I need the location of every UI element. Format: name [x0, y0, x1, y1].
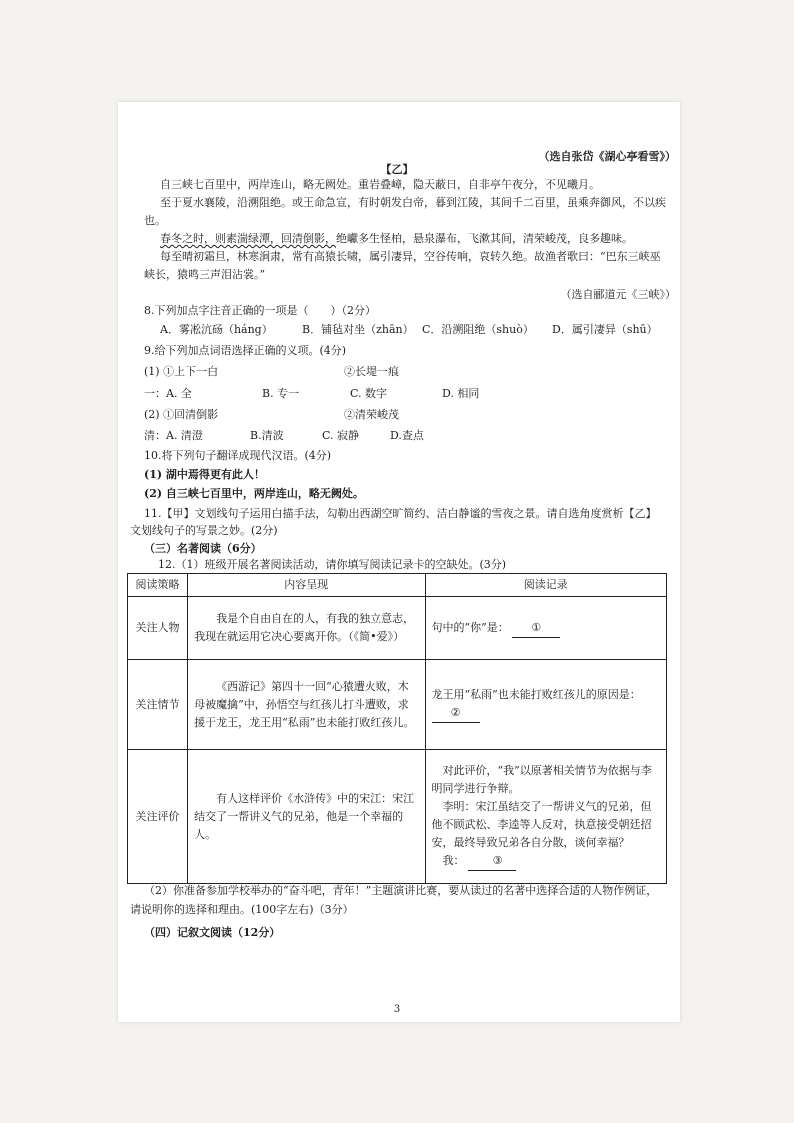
q9-1-item-a: (1) ①上下一白 — [144, 365, 219, 378]
passage-line-4-rest: 绝巘多生怪柏，悬泉瀑布，飞漱其间，清荣峻茂，良多趣味。 — [336, 232, 633, 245]
record-text: 对此评价，“我”以原著相关情节为依据与李明同学进行争辩。 — [431, 764, 652, 795]
q8-option-a: A．雾凇沆砀（háng） — [160, 323, 273, 336]
passage-line-1: 自三峡七百里中，两岸连山，略无阙处。重岩叠嶂，隐天蔽日，自非亭午夜分，不见曦月。 — [160, 178, 600, 191]
q10-sentence-1: (1) 湖中焉得更有此人！ — [144, 468, 265, 481]
section-4-heading: （四）记叙文阅读（12分） — [144, 926, 281, 939]
passage-yi-title: 【乙】 — [380, 163, 414, 176]
content-cell: 我是个自由自在的人，有我的独立意志，我现在就运用它决心要离开你。（《简•爱》） — [188, 597, 425, 660]
strategy-cell: 关注情节 — [128, 660, 188, 750]
header-strategy: 阅读策略 — [128, 574, 188, 597]
underlined-sentence: 春冬之时，则素湍绿潭，回清倒影， — [160, 232, 336, 245]
source-citation-1: （选自张岱《湖心亭看雪》） — [538, 150, 676, 163]
header-record: 阅读记录 — [425, 574, 667, 597]
q9-1-option-b: B. 专一 — [262, 387, 300, 400]
q9-2-option-b: B.清波 — [250, 429, 284, 442]
passage-line-6: 峡长，猿鸣三声泪沾裳。” — [144, 268, 266, 281]
record-cell — [425, 750, 667, 884]
strategy-cell: 关注人物 — [128, 597, 188, 660]
question-12-2-line-1: （2）你准备参加学校举办的“奋斗吧，青年！”主题演讲比赛，要从读过的名著中选择合适的人物作例证， — [144, 884, 658, 897]
record-cell — [425, 660, 667, 750]
page-number: 3 — [393, 1004, 401, 1015]
record-text: 句中的“你”是： — [431, 620, 509, 634]
source-citation-2: （选自郦道元《三峡》） — [560, 288, 676, 301]
passage-line-2: 至于夏水襄陵，沿溯阻绝。或王命急宣，有时朝发白帝，暮到江陵，其间千二百里，虽乘奔御风，不以疾 — [160, 196, 666, 209]
q8-option-b: B．铺毡对坐（zhān） — [302, 323, 414, 336]
question-11-line-2: 文划线句子的写景之妙。(2分) — [130, 524, 278, 537]
q8-option-c: C．沿溯阻绝（shuò） — [422, 323, 534, 336]
record-text: 龙王用“私雨”也未能打败红孩儿的原因是： — [431, 688, 641, 701]
answer-blank-1[interactable]: ① — [512, 619, 560, 638]
q9-1-option-d: D. 相同 — [442, 387, 480, 400]
q9-1-item-b: ②长堤一痕 — [344, 365, 399, 378]
q10-sentence-2: (2) 自三峡七百里中，两岸连山，略无阙处。 — [144, 487, 364, 500]
record-text: 李明：宋江虽结交了一帮讲义气的兄弟，但他不顾武松、李逵等人反对，执意接受朝廷招安，最终导致兄弟各自分散，谈何幸福？ — [431, 800, 652, 849]
question-12: 12.（1）班级开展名著阅读活动，请你填写阅读记录卡的空缺处。(3分) — [158, 558, 507, 571]
q9-2-option-a: 清：A. 清澄 — [144, 429, 203, 442]
q9-2-item-b: ②清荣峻茂 — [344, 408, 399, 421]
content-cell: 《西游记》第四十一回“心猿遭火败，木母被魔擒”中，孙悟空与红孩儿打斗遭败，求援于龙王，龙王用“私雨”也未能打败红孩儿。 — [188, 660, 425, 750]
table-header-row — [128, 574, 667, 597]
question-11-line-1: 11.【甲】文划线句子运用白描手法，勾勒出西湖空旷简约、洁白静谧的雪夜之景。请自选角度赏析【乙】 — [144, 507, 657, 520]
content-cell: 有人这样评价《水浒传》中的宋江：宋江结交了一帮讲义气的兄弟，他是一个幸福的人。 — [188, 750, 425, 884]
q9-1-option-c: C. 数字 — [350, 387, 388, 400]
record-text: 我： — [442, 854, 465, 867]
q9-2-option-c: C. 寂静 — [322, 429, 360, 442]
question-8: 8.下列加点字注音正确的一项是（ ）（2分） — [144, 304, 376, 317]
passage-line-3: 也。 — [144, 214, 166, 227]
question-9: 9.给下列加点词语选择正确的义项。(4分) — [144, 344, 347, 357]
question-10: 10.将下列句子翻译成现代汉语。(4分) — [144, 449, 332, 462]
passage-line-5: 每至晴初霜旦，林寒涧肃，常有高猿长啸，属引凄异，空谷传响，哀转久绝。故渔者歌曰：“巴东三峡巫 — [160, 250, 661, 263]
record-line-me — [432, 852, 661, 871]
reading-record-table — [127, 573, 667, 884]
q9-2-item-a: (2) ①回清倒影 — [144, 408, 219, 421]
section-3-heading: （三）名著阅读（6分） — [144, 542, 262, 555]
q8-option-d: D．属引凄异（shū） — [552, 323, 658, 336]
q9-1-option-a: 一：A. 全 — [144, 387, 192, 400]
strategy-cell: 关注评价 — [128, 750, 188, 884]
passage-line-4 — [160, 232, 633, 246]
table-row — [128, 750, 667, 884]
answer-blank-2[interactable]: ② — [432, 704, 480, 723]
question-12-2-line-2: 请说明你的选择和理由。(100字左右)（3分） — [130, 903, 354, 916]
answer-blank-3[interactable]: ③ — [468, 852, 516, 871]
table-row — [128, 660, 667, 750]
table-row — [128, 597, 667, 660]
q9-2-option-d: D.查点 — [390, 429, 424, 442]
record-cell — [425, 597, 667, 660]
header-content: 内容呈现 — [188, 574, 425, 597]
